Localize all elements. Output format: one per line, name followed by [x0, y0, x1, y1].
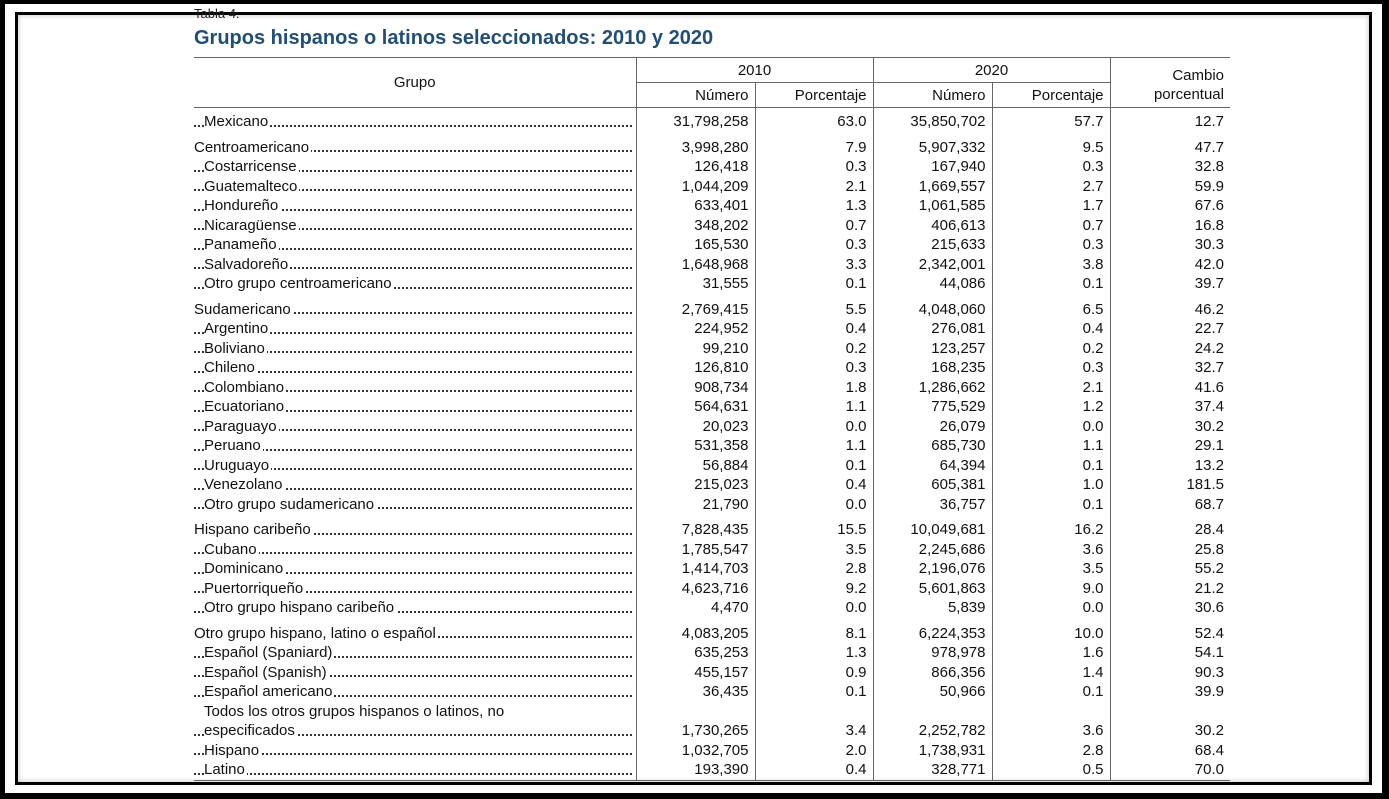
cell-percent-2010: 0.0 — [755, 417, 873, 437]
cell-group — [194, 319, 636, 339]
cell-percent-change: 52.4 — [1194, 624, 1224, 642]
table-row — [194, 721, 1230, 741]
cell-group — [194, 514, 636, 540]
table-row — [194, 456, 1230, 476]
cell-number-2010: 31,798,258 — [636, 108, 755, 132]
cell-percent-2010: 1.3 — [755, 643, 873, 663]
group-label: Sudamericano — [194, 300, 291, 318]
cell-group — [194, 456, 636, 476]
table-row — [194, 663, 1230, 683]
cell-number-2020: 2,342,001 — [873, 255, 992, 275]
cell-group — [194, 643, 636, 663]
group-label: Latino — [204, 761, 245, 778]
table-row — [194, 216, 1230, 236]
cell-number-2020: 35,850,702 — [873, 108, 992, 132]
cell-number-2020: 36,757 — [873, 495, 992, 515]
cell-number-2020: 50,966 — [873, 682, 992, 702]
group-label: Otro grupo centroamericano — [204, 275, 392, 292]
cell-percent-change: 39.7 — [1194, 275, 1224, 292]
cell-percent-2010: 0.1 — [755, 682, 873, 702]
group-label: Costarricense — [204, 158, 297, 175]
cell-percent-2010: 2.0 — [755, 741, 873, 761]
group-label: Panameño — [204, 236, 277, 253]
cell-number-2020: 215,633 — [873, 235, 992, 255]
cell-percent-2010: 0.4 — [755, 475, 873, 495]
group-label: Todos los otros grupos hispanos o latinos, no — [204, 702, 505, 720]
header-year-2010: 2010 — [636, 58, 873, 83]
cell-number-2010: 455,157 — [636, 663, 755, 683]
cell-percent-change: 32.7 — [1194, 359, 1224, 376]
table-row — [194, 339, 1230, 359]
header-change — [1110, 58, 1230, 108]
cell-percent-change: 90.3 — [1194, 663, 1224, 681]
cell-percent-2010: 0.3 — [755, 157, 873, 177]
cell-percent-change: 67.6 — [1194, 197, 1224, 214]
cell-number-2020: 123,257 — [873, 339, 992, 359]
cell-group — [194, 339, 636, 359]
cell-number-2020: 5,601,863 — [873, 579, 992, 599]
cell-percent-2020: 2.7 — [992, 177, 1110, 197]
table-row — [194, 235, 1230, 255]
cell-number-2020: 5,839 — [873, 598, 992, 618]
cell-percent-2020: 6.5 — [992, 294, 1110, 320]
cell-number-2010: 1,414,703 — [636, 559, 755, 579]
cell-percent-change: 22.7 — [1194, 320, 1224, 337]
group-label: Colombiano — [204, 378, 285, 396]
cell-percent-change: 54.1 — [1194, 644, 1224, 661]
dot-leader — [194, 552, 632, 554]
cell-percent-2010: 2.1 — [755, 177, 873, 197]
group-label: Argentino — [204, 320, 269, 337]
cell-percent-change: 55.2 — [1194, 560, 1224, 577]
cell-percent-2020: 1.1 — [992, 436, 1110, 456]
cell-number-2020: 978,978 — [873, 643, 992, 663]
group-label: Nicaragüense — [204, 216, 297, 234]
group-label: Puertorriqueño — [204, 579, 304, 597]
cell-percent-2010: 0.7 — [755, 216, 873, 236]
cell-percent-2020: 3.6 — [992, 721, 1110, 741]
cell-percent-2010: 0.3 — [755, 358, 873, 378]
cell-group — [194, 417, 636, 437]
cell-percent-2020: 0.3 — [992, 358, 1110, 378]
table-row — [194, 702, 1230, 722]
cell-percent-2010: 0.2 — [755, 339, 873, 359]
cell-percent-2010: 1.1 — [755, 436, 873, 456]
table-row — [194, 157, 1230, 177]
cell-percent-2010: 3.4 — [755, 721, 873, 741]
cell-group — [194, 436, 636, 456]
group-label: Hispano — [204, 741, 260, 759]
group-label: Salvadoreño — [204, 255, 289, 273]
group-label: Otro grupo sudamericano — [204, 495, 375, 513]
cell-number-2010: 4,470 — [636, 598, 755, 618]
cell-group — [194, 132, 636, 158]
table-row — [194, 319, 1230, 339]
cell-number-2020: 1,061,585 — [873, 196, 992, 216]
cell-number-2010: 4,083,205 — [636, 618, 755, 644]
cell-number-2020: 2,252,782 — [873, 721, 992, 741]
cell-percent-2020: 0.1 — [992, 495, 1110, 515]
cell-percent-change: 32.8 — [1194, 158, 1224, 175]
cell-percent-2010: 0.0 — [755, 495, 873, 515]
cell-number-2020: 406,613 — [873, 216, 992, 236]
group-label: especificados — [204, 722, 295, 739]
cell-percent-2010: 0.4 — [755, 760, 873, 780]
header-year-2020: 2020 — [873, 58, 1110, 83]
group-label: Hispano caribeño — [194, 521, 311, 538]
table-row — [194, 436, 1230, 456]
cell-number-2020: 276,081 — [873, 319, 992, 339]
table-row — [194, 358, 1230, 378]
header-percent-2010: Porcentaje — [755, 83, 873, 108]
cell-percent-change: 30.2 — [1194, 417, 1224, 435]
cell-group — [194, 721, 636, 741]
table-row — [194, 397, 1230, 417]
cell-number-2020: 685,730 — [873, 436, 992, 456]
table-row — [194, 495, 1230, 515]
cell-percent-2020: 0.1 — [992, 456, 1110, 476]
cell-group — [194, 274, 636, 294]
group-label: Chileno — [204, 359, 255, 376]
group-label: Centroamericano — [194, 138, 310, 156]
group-label: Guatemalteco — [204, 177, 298, 195]
cell-number-2010: 1,032,705 — [636, 741, 755, 761]
dot-leader — [194, 773, 632, 775]
cell-group — [194, 741, 636, 761]
cell-percent-change: 16.8 — [1194, 216, 1224, 234]
cell-percent-2010: 3.5 — [755, 540, 873, 560]
cell-percent-change: 59.9 — [1194, 177, 1224, 195]
cell-group — [194, 358, 636, 378]
cell-group — [194, 540, 636, 560]
group-label: Boliviano — [204, 339, 265, 357]
header-group: Grupo — [194, 58, 636, 108]
cell-number-2010: 99,210 — [636, 339, 755, 359]
cell-number-2010: 531,358 — [636, 436, 755, 456]
cell-percent-change: 13.2 — [1194, 456, 1224, 474]
table-row — [194, 255, 1230, 275]
cell-percent-2020: 0.3 — [992, 157, 1110, 177]
header-change-line2: porcentual — [1153, 85, 1224, 103]
cell-percent-change: 25.8 — [1194, 540, 1224, 558]
cell-number-2010: 633,401 — [636, 196, 755, 216]
table-row — [194, 618, 1230, 644]
cell-percent-2020: 0.2 — [992, 339, 1110, 359]
group-label: Otro grupo hispano, latino o español — [194, 624, 436, 642]
cell-number-2020: 4,048,060 — [873, 294, 992, 320]
group-label: Español (Spanish) — [204, 663, 327, 681]
table-row — [194, 741, 1230, 761]
cell-number-2010: 126,418 — [636, 157, 755, 177]
cell-percent-2020: 1.7 — [992, 196, 1110, 216]
cell-percent-change: 30.6 — [1194, 599, 1224, 616]
cell-number-2020: 64,394 — [873, 456, 992, 476]
cell-group — [194, 579, 636, 599]
cell-percent-2020 — [992, 702, 1110, 722]
cell-percent-2020: 1.6 — [992, 643, 1110, 663]
cell-percent-2020: 3.6 — [992, 540, 1110, 560]
cell-percent-2020: 0.0 — [992, 598, 1110, 618]
cell-percent-2010: 1.8 — [755, 378, 873, 398]
cell-percent-change: 181.5 — [1186, 476, 1224, 493]
cell-percent-change: 30.2 — [1194, 722, 1224, 739]
cell-percent-2020: 10.0 — [992, 618, 1110, 644]
table-row — [194, 108, 1230, 132]
cell-percent-2010: 8.1 — [755, 618, 873, 644]
cell-group — [194, 294, 636, 320]
cell-percent-change: 28.4 — [1194, 521, 1224, 538]
cell-percent-2020: 0.1 — [992, 682, 1110, 702]
group-label: Español (Spaniard) — [204, 644, 333, 661]
table-body — [194, 108, 1230, 781]
cell-percent-2020: 0.3 — [992, 235, 1110, 255]
cell-group — [194, 559, 636, 579]
table-row — [194, 514, 1230, 540]
cell-percent-change: 39.9 — [1194, 683, 1224, 700]
cell-number-2010: 1,785,547 — [636, 540, 755, 560]
cell-number-2010: 908,734 — [636, 378, 755, 398]
group-label: Uruguayo — [204, 456, 270, 474]
cell-percent-2020: 3.8 — [992, 255, 1110, 275]
group-label: Otro grupo hispano caribeño — [204, 599, 395, 616]
group-label: Español americano — [204, 683, 333, 700]
header-number-2020: Número — [873, 83, 992, 108]
cell-percent-2010: 0.1 — [755, 274, 873, 294]
cell-percent-change: 46.2 — [1194, 300, 1224, 318]
cell-percent-2010: 1.3 — [755, 196, 873, 216]
cell-number-2010: 348,202 — [636, 216, 755, 236]
table-row — [194, 132, 1230, 158]
cell-percent-change: 29.1 — [1194, 437, 1224, 454]
cell-number-2010: 56,884 — [636, 456, 755, 476]
cell-group — [194, 682, 636, 702]
cell-percent-2010: 63.0 — [755, 108, 873, 132]
cell-number-2010: 36,435 — [636, 682, 755, 702]
group-label: Paraguayo — [204, 417, 277, 435]
cell-number-2010 — [636, 702, 755, 722]
cell-percent-change: 37.4 — [1194, 398, 1224, 415]
document-content — [194, 6, 1234, 785]
cell-number-2010: 564,631 — [636, 397, 755, 417]
cell-number-2010: 1,648,968 — [636, 255, 755, 275]
dot-leader — [194, 371, 632, 373]
cell-percent-change — [1110, 702, 1230, 722]
cell-number-2010: 215,023 — [636, 475, 755, 495]
cell-group — [194, 598, 636, 618]
cell-number-2020: 5,907,332 — [873, 132, 992, 158]
cell-percent-2010: 15.5 — [755, 514, 873, 540]
table-row — [194, 579, 1230, 599]
cell-number-2010: 193,390 — [636, 760, 755, 780]
cell-number-2020 — [873, 702, 992, 722]
cell-number-2020: 1,669,557 — [873, 177, 992, 197]
cell-number-2020: 6,224,353 — [873, 618, 992, 644]
cell-group — [194, 255, 636, 275]
cell-percent-change: 41.6 — [1194, 378, 1224, 396]
cell-number-2020: 168,235 — [873, 358, 992, 378]
header-number-2010: Número — [636, 83, 755, 108]
table-row — [194, 378, 1230, 398]
cell-percent-2010: 1.1 — [755, 397, 873, 417]
cell-group — [194, 618, 636, 644]
cell-percent-2010: 0.0 — [755, 598, 873, 618]
group-label: Hondureño — [204, 197, 279, 214]
group-label: Dominicano — [204, 560, 284, 577]
cell-group — [194, 378, 636, 398]
cell-percent-2020: 1.2 — [992, 397, 1110, 417]
cell-percent-change: 42.0 — [1194, 255, 1224, 273]
cell-percent-2010: 0.4 — [755, 319, 873, 339]
cell-number-2010: 2,769,415 — [636, 294, 755, 320]
cell-percent-change: 24.2 — [1194, 339, 1224, 357]
cell-number-2020: 2,245,686 — [873, 540, 992, 560]
cell-percent-2020: 1.0 — [992, 475, 1110, 495]
cell-number-2010: 21,790 — [636, 495, 755, 515]
cell-number-2020: 2,196,076 — [873, 559, 992, 579]
cell-number-2020: 328,771 — [873, 760, 992, 780]
cell-number-2010: 4,623,716 — [636, 579, 755, 599]
cell-number-2010: 635,253 — [636, 643, 755, 663]
cell-group — [194, 760, 636, 780]
cell-percent-2020: 3.5 — [992, 559, 1110, 579]
cell-group — [194, 397, 636, 417]
cell-percent-2020: 1.4 — [992, 663, 1110, 683]
cell-number-2010: 7,828,435 — [636, 514, 755, 540]
table-row — [194, 475, 1230, 495]
cell-percent-2010: 3.3 — [755, 255, 873, 275]
cell-number-2020: 26,079 — [873, 417, 992, 437]
cell-percent-change: 30.3 — [1194, 236, 1224, 253]
table-row — [194, 559, 1230, 579]
cell-percent-change: 12.7 — [1194, 113, 1224, 130]
table-row — [194, 760, 1230, 780]
cell-percent-2020: 9.0 — [992, 579, 1110, 599]
cell-percent-2020: 0.0 — [992, 417, 1110, 437]
cell-percent-2010: 2.8 — [755, 559, 873, 579]
cell-percent-2010: 9.2 — [755, 579, 873, 599]
cell-percent-2020: 16.2 — [992, 514, 1110, 540]
cell-group — [194, 495, 636, 515]
cell-percent-2010: 0.1 — [755, 456, 873, 476]
header-change-line1: Cambio — [1172, 66, 1224, 84]
cell-number-2020: 775,529 — [873, 397, 992, 417]
cell-percent-2020: 2.8 — [992, 741, 1110, 761]
cell-percent-change: 68.7 — [1194, 495, 1224, 513]
table-row — [194, 417, 1230, 437]
cell-percent-2020: 0.1 — [992, 274, 1110, 294]
hispanic-groups-table — [194, 57, 1230, 781]
table-row — [194, 682, 1230, 702]
cell-number-2010: 20,023 — [636, 417, 755, 437]
cell-number-2020: 167,940 — [873, 157, 992, 177]
cell-percent-2020: 0.7 — [992, 216, 1110, 236]
cell-percent-2010: 0.9 — [755, 663, 873, 683]
cell-percent-2020: 9.5 — [992, 132, 1110, 158]
cell-number-2020: 10,049,681 — [873, 514, 992, 540]
table-row — [194, 540, 1230, 560]
group-label: Ecuatoriano — [204, 398, 285, 415]
cell-percent-change: 70.0 — [1110, 760, 1230, 780]
table-row — [194, 196, 1230, 216]
group-label: Mexicano — [204, 113, 269, 130]
table-row — [194, 598, 1230, 618]
page-frame — [5, 4, 1382, 793]
cell-number-2020: 605,381 — [873, 475, 992, 495]
cell-percent-2010: 0.3 — [755, 235, 873, 255]
table-title: Grupos hispanos o latinos seleccionados: 2010 y 2020 — [194, 27, 714, 49]
cell-group — [194, 235, 636, 255]
group-label: Cubano — [204, 540, 257, 558]
cell-number-2010: 126,810 — [636, 358, 755, 378]
cell-number-2010: 165,530 — [636, 235, 755, 255]
cell-number-2010: 1,044,209 — [636, 177, 755, 197]
image-border — [15, 6, 1372, 785]
cell-group — [194, 157, 636, 177]
cell-percent-2020: 57.7 — [992, 108, 1110, 132]
cell-percent-2020: 0.5 — [992, 760, 1110, 780]
cell-number-2020: 44,086 — [873, 274, 992, 294]
cell-percent-2020: 2.1 — [992, 378, 1110, 398]
cell-group — [194, 475, 636, 495]
cell-percent-change: 68.4 — [1194, 741, 1224, 759]
cell-group — [194, 216, 636, 236]
cell-number-2010: 1,730,265 — [636, 721, 755, 741]
cell-group — [194, 108, 636, 132]
table-row — [194, 177, 1230, 197]
cell-group — [194, 702, 636, 722]
cell-number-2020: 866,356 — [873, 663, 992, 683]
cell-number-2010: 224,952 — [636, 319, 755, 339]
group-label: Peruano — [204, 437, 261, 454]
cell-percent-change: 21.2 — [1194, 579, 1224, 597]
cell-group — [194, 196, 636, 216]
cell-percent-2020: 0.4 — [992, 319, 1110, 339]
cell-group — [194, 663, 636, 683]
table-row — [194, 274, 1230, 294]
table-label: Tabla 4. — [194, 6, 240, 21]
group-label: Venezolano — [204, 476, 283, 493]
cell-percent-2010: 5.5 — [755, 294, 873, 320]
cell-number-2010: 31,555 — [636, 274, 755, 294]
cell-number-2020: 1,738,931 — [873, 741, 992, 761]
table-row — [194, 294, 1230, 320]
cell-percent-change: 47.7 — [1194, 138, 1224, 156]
cell-number-2010: 3,998,280 — [636, 132, 755, 158]
cell-group — [194, 177, 636, 197]
header-percent-2020: Porcentaje — [992, 83, 1110, 108]
cell-percent-2010: 7.9 — [755, 132, 873, 158]
cell-percent-2010 — [755, 702, 873, 722]
table-row — [194, 643, 1230, 663]
cell-number-2020: 1,286,662 — [873, 378, 992, 398]
